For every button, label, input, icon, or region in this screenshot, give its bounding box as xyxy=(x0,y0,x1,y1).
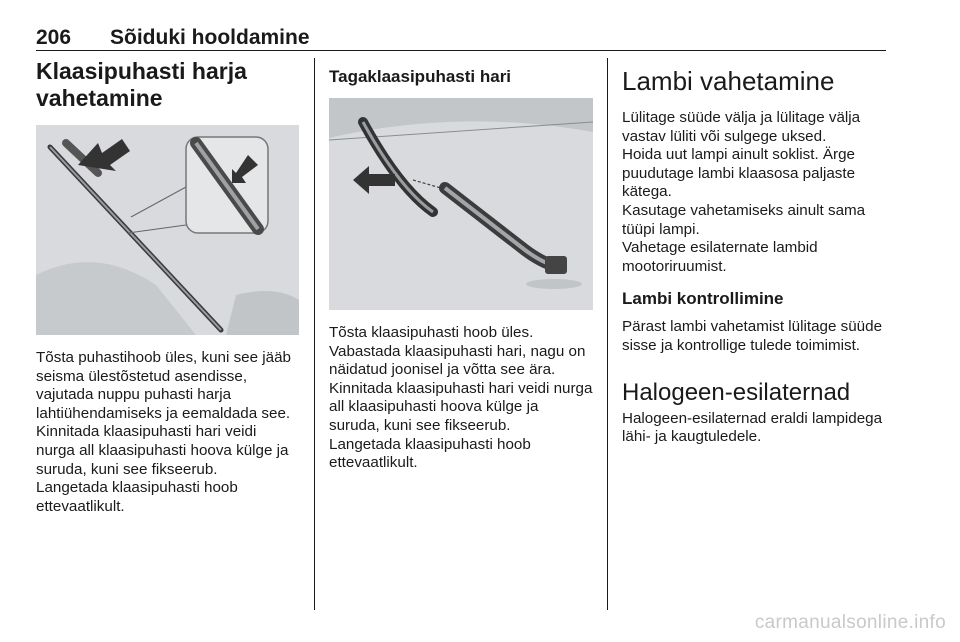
rear-wiper-text xyxy=(329,324,593,473)
front-wiper-drawing xyxy=(36,125,299,335)
paragraph: Kasutage vahetamiseks ainult sama tüüpi lampi. xyxy=(622,201,866,238)
watermark: carmanualsonline.info xyxy=(754,612,946,633)
section-heading-rear-wiper: Tagaklaasipuhasti hari xyxy=(329,67,512,86)
halogen-text xyxy=(622,410,886,447)
paragraph: Langetada klaasipuhasti hoob ettevaatlikult. xyxy=(329,435,531,472)
header-rule xyxy=(36,50,886,51)
page-number: 206 xyxy=(36,26,72,49)
section-heading-lamp-replacement: Lambi vahetamine xyxy=(622,66,835,96)
paragraph: Langetada klaasipuhasti hoob ettevaatlikult. xyxy=(36,479,238,515)
section-heading-front-wiper xyxy=(36,58,299,112)
paragraph: Halogeen-esilaternad eraldi lampidega lähi- ja kaugtuledele. xyxy=(622,409,883,446)
heading-line-1: Klaasipuhasti harja xyxy=(36,58,247,84)
heading-line-2: vahetamine xyxy=(36,85,163,111)
paragraph: Tõsta klaasipuhasti hoob üles. Vabastada klaasipuhasti hari, nagu on näidatud joonisel ja võtta see ära. xyxy=(329,324,586,379)
column-divider-2 xyxy=(607,58,608,610)
paragraph: Hoida uut lampi ainult soklist. Ärge puudutage lambi klaasosa paljaste kätega. xyxy=(622,146,856,201)
paragraph: Lülitage süüde välja ja lülitage välja vastav lüliti või sulgege uksed. xyxy=(622,109,861,145)
paragraph: Kinnitada klaasipuhasti hari veidi nurga all klaasipuhasti hoova külge ja suruda, kuni see fikseerub. xyxy=(36,423,289,478)
section-heading-halogen: Halogeen-esilaternad xyxy=(622,378,851,406)
column-rear-wiper xyxy=(329,58,593,473)
paragraph: Pärast lambi vahetamist lülitage süüde sisse ja kontrollige tulede toimimist. xyxy=(622,318,883,354)
front-wiper-text xyxy=(36,349,299,516)
paragraph: Tõsta puhastihoob üles, kuni see jääb seisma ülestõstetud asendisse, vajutada nuppu puhasti harja lahtiühendamiseks ja eemaldada see. xyxy=(36,349,291,422)
sub-heading-lamp-check: Lambi kontrollimine xyxy=(622,289,784,309)
paragraph: Vahetage esilaternate lambid mootoriruumist. xyxy=(622,239,818,275)
column-divider-1 xyxy=(314,58,315,610)
rear-wiper-drawing xyxy=(329,98,593,310)
front-wiper-illustration xyxy=(36,125,299,335)
running-title: Sõiduki hooldamine xyxy=(110,26,310,49)
lamp-replacement-text xyxy=(622,109,886,276)
paragraph: Kinnitada klaasipuhasti hari veidi nurga all klaasipuhasti hoova külge ja suruda, kuni see fikseerub. xyxy=(329,379,593,434)
lamp-check-text xyxy=(622,318,886,355)
rear-wiper-illustration xyxy=(329,98,593,310)
column-front-wiper xyxy=(36,58,299,516)
column-lamp-replacement xyxy=(622,58,886,447)
